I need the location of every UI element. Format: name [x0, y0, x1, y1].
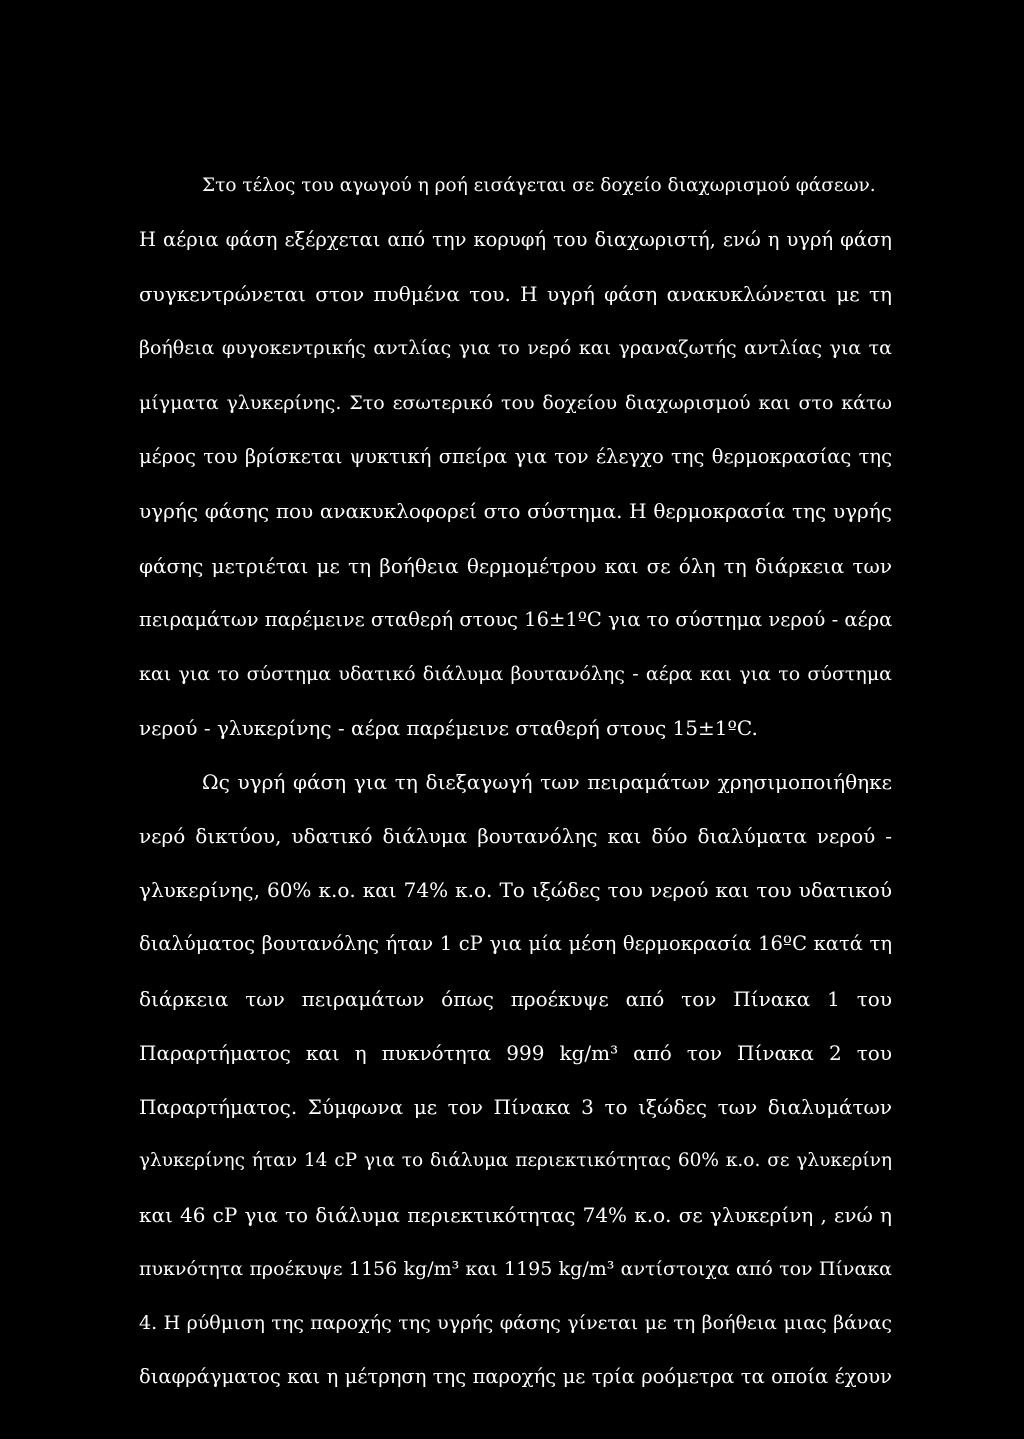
- text-line: διαφράγματος και η μέτρηση της παροχής με τρία ροόμετρα τα οποία έχουν: [139, 1365, 892, 1388]
- text-line: διαλύματος βουτανόλης ήταν 1 cP για μία μέση θερμοκρασία 16ºC κατά τη: [139, 932, 892, 955]
- text-line: μέρος του βρίσκεται ψυκτική σπείρα για τον έλεγχο της θερμοκρασίας της: [139, 445, 892, 468]
- text-line: Στο τέλος του αγωγού η ροή εισάγεται σε δοχείο διαχωρισμού φάσεων.: [202, 175, 876, 196]
- text-line: πειραμάτων παρέμεινε σταθερή στους 16±1ºC για το σύστημα νερού - αέρα: [139, 608, 893, 631]
- text-line: Παραρτήματος και η πυκνότητα 999 kg/m³ από τον Πίνακα 2 του: [139, 1041, 892, 1065]
- text-line: βοήθεια φυγοκεντρικής αντλίας για το νερό και γραναζωτής αντλίας για τα: [139, 337, 892, 359]
- text-line: νερού - γλυκερίνης - αέρα παρέμεινε σταθερή στους 15±1ºC.: [139, 716, 758, 740]
- text-line: και 46 cP για το διάλυμα περιεκτικότητας 74% κ.ο. σε γλυκερίνη , ενώ η: [139, 1203, 892, 1227]
- text-line: Ως υγρή φάση για τη διεξαγωγή των πειραμάτων χρησιμοποιήθηκε: [202, 770, 892, 794]
- text-line: διάρκεια των πειραμάτων όπως προέκυψε από τον Πίνακα 1 του: [139, 987, 892, 1011]
- text-line: Παραρτήματος. Σύμφωνα με τον Πίνακα 3 το ιξώδες των διαλυμάτων: [139, 1095, 892, 1119]
- text-line: 4. Η ρύθμιση της παροχής της υγρής φάσης γίνεται με τη βοήθεια μιας βάνας: [139, 1312, 892, 1334]
- text-line: νερό δικτύου, υδατικό διάλυμα βουτανόλης και δύο διαλύματα νερού -: [139, 824, 892, 848]
- text-line: συγκεντρώνεται στον πυθμένα του. Η υγρή φάση ανακυκλώνεται με τη: [139, 282, 892, 306]
- text-line: γλυκερίνης, 60% κ.ο. και 74% κ.ο. Το ιξώδες του νερού και του υδατικού: [139, 878, 892, 902]
- text-line: μίγματα γλυκερίνης. Στο εσωτερικό του δοχείου διαχωρισμού και στο κάτω: [139, 392, 892, 414]
- text-line: πυκνότητα προέκυψε 1156 kg/m³ και 1195 kg/m³ αντίστοιχα από τον Πίνακα: [139, 1258, 892, 1280]
- text-line: γλυκερίνης ήταν 14 cP για το διάλυμα περιεκτικότητας 60% κ.ο. σε γλυκερίνη: [139, 1150, 892, 1171]
- text-line: υγρής φάσης που ανακυκλοφορεί στο σύστημα. Η θερμοκρασία της υγρής: [139, 499, 892, 523]
- text-line: και για το σύστημα υδατικό διάλυμα βουτανόλης - αέρα και για το σύστημα: [139, 663, 892, 685]
- text-line: Η αέρια φάση εξέρχεται από την κορυφή του διαχωριστή, ενώ η υγρή φάση: [139, 228, 892, 251]
- text-line: φάσης μετριέται με τη βοήθεια θερμομέτρου και σε όλη τη διάρκεια των: [139, 554, 892, 578]
